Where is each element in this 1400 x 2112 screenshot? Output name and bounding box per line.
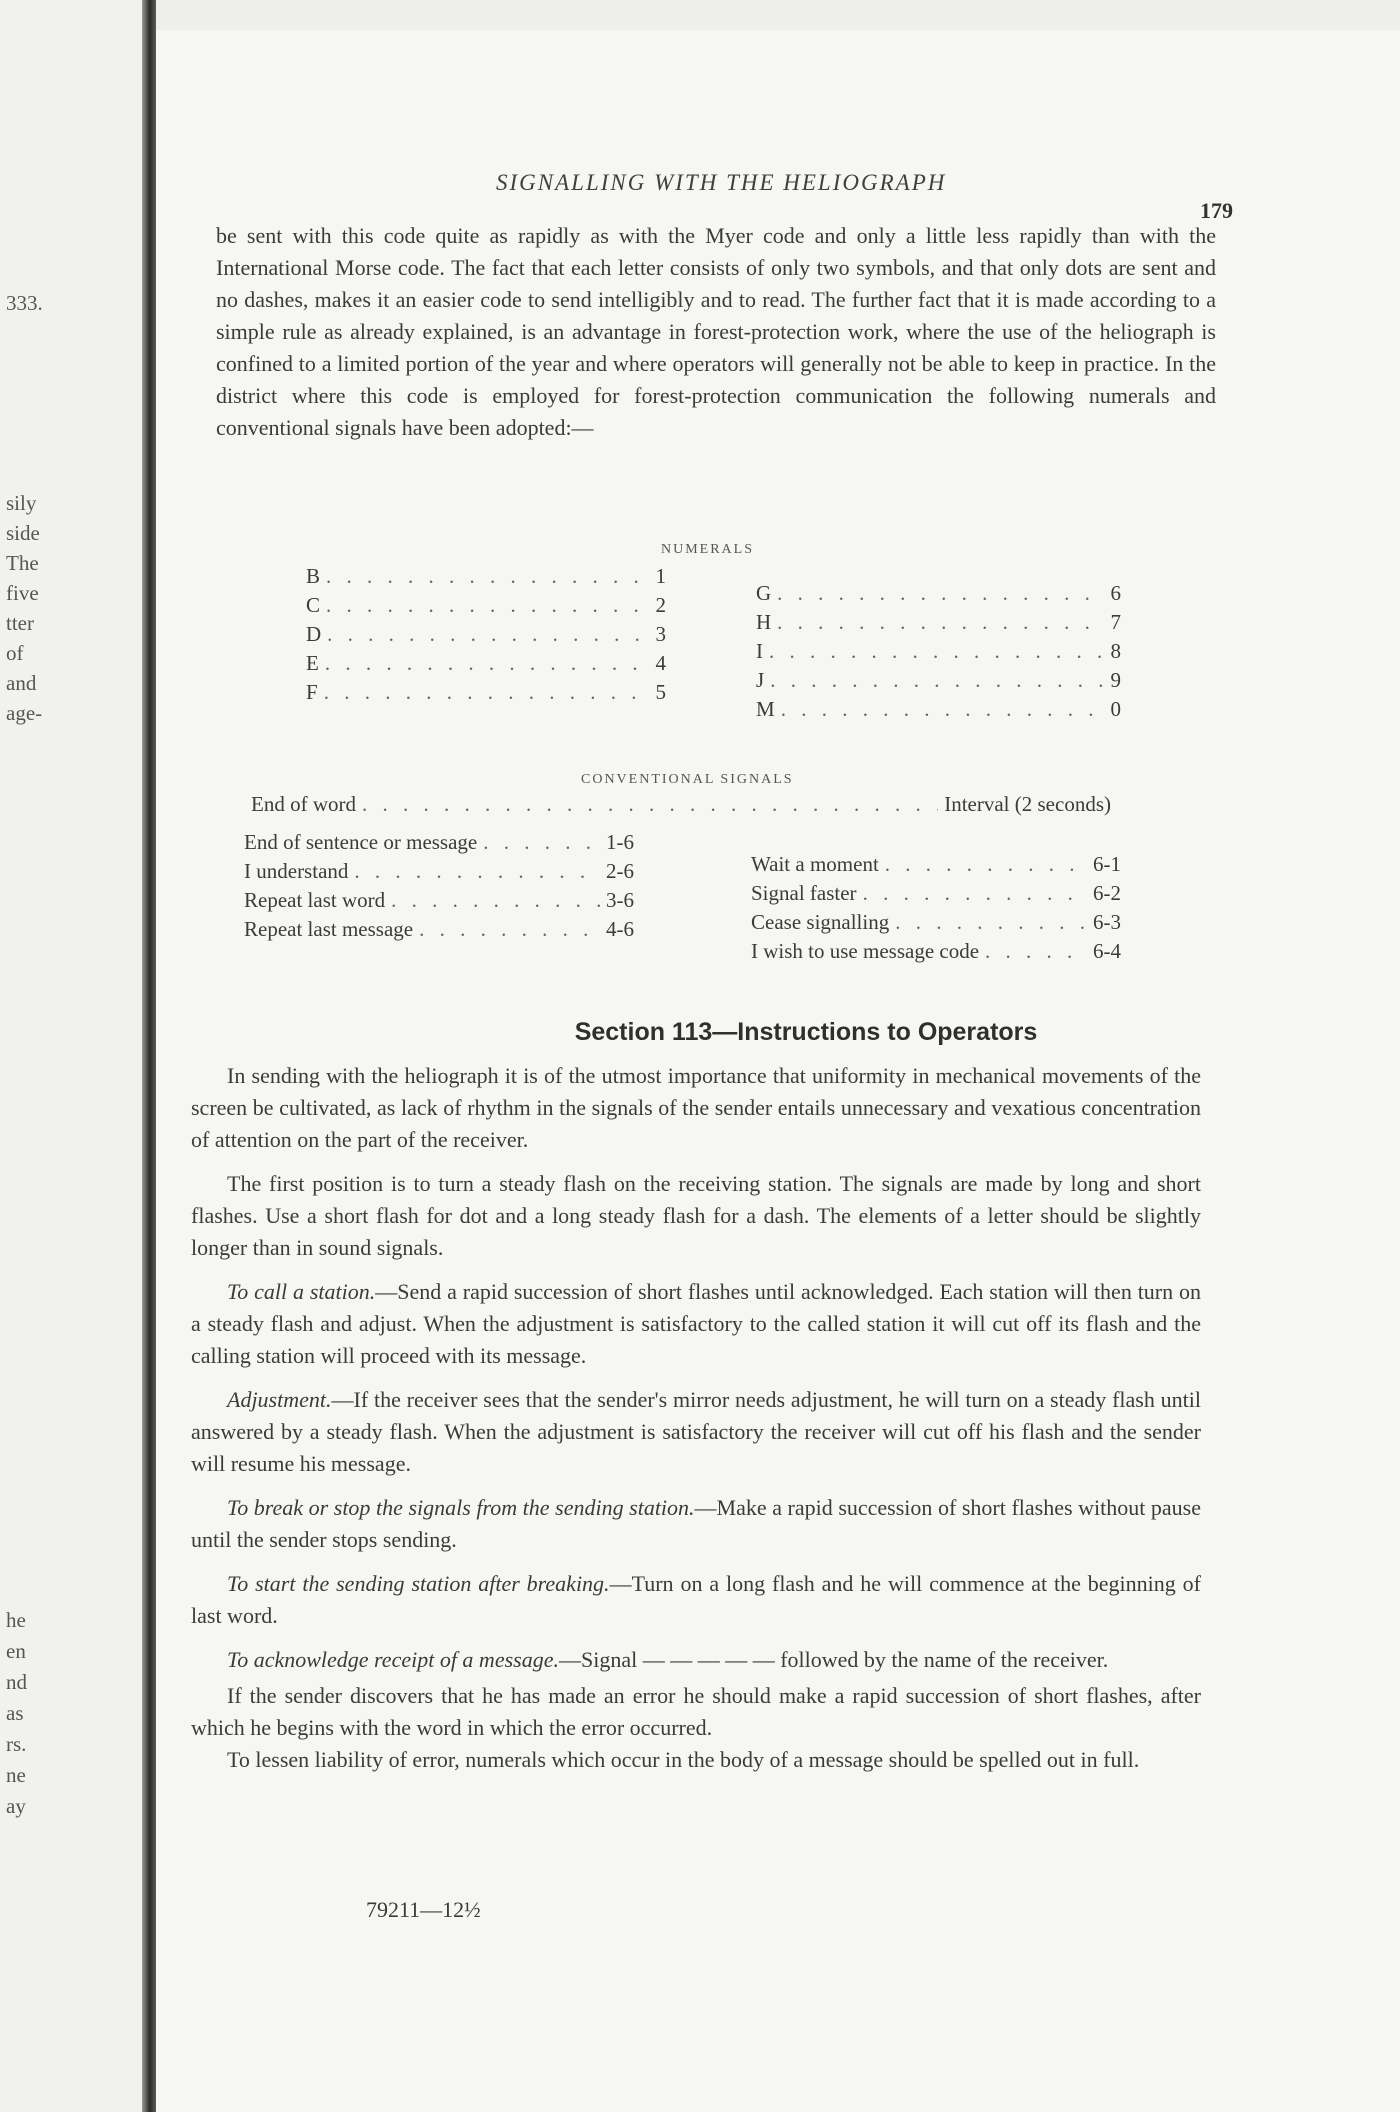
instruction-paragraph bbox=[191, 1644, 1201, 1676]
numeral-letter: F bbox=[306, 680, 318, 704]
facing-page bbox=[0, 0, 150, 2112]
signal-value: 4-6 bbox=[606, 917, 634, 941]
paragraph-text: —Turn on a long flash and he will commence at the beginning of last word. bbox=[191, 1571, 1201, 1628]
numeral-letter: M bbox=[756, 697, 775, 721]
numeral-row bbox=[756, 668, 1121, 697]
signal-row bbox=[751, 910, 1121, 939]
dot-leader bbox=[770, 668, 1104, 693]
signal-row bbox=[244, 888, 634, 917]
numeral-letter: E bbox=[306, 651, 319, 675]
numeral-letter: G bbox=[756, 581, 772, 605]
instruction-paragraph: To lessen liability of error, numerals which occur in the body of a message should be spelled out in full. bbox=[227, 1747, 1140, 1772]
numerals-heading: NUMERALS bbox=[661, 542, 755, 557]
dot-leader bbox=[324, 680, 650, 705]
numerals-table-left bbox=[306, 564, 666, 709]
paragraph-text: —Make a rapid succession of short flashes without pause until the sender stops sending. bbox=[191, 1495, 1201, 1552]
signal-label: Repeat last message bbox=[244, 917, 414, 941]
dot-leader bbox=[777, 581, 1104, 606]
paragraph-lead: To start the sending station after breaking. bbox=[227, 1571, 610, 1596]
dot-leader bbox=[985, 939, 1087, 964]
dot-leader bbox=[863, 881, 1087, 906]
end-of-word-row bbox=[251, 792, 1111, 821]
instruction-paragraph bbox=[191, 1276, 1201, 1372]
intro-paragraph bbox=[216, 220, 1216, 444]
facing-page-text: rs. bbox=[6, 1732, 27, 1756]
signal-row bbox=[251, 792, 1111, 821]
dot-leader bbox=[895, 910, 1087, 935]
signal-value: 3-6 bbox=[606, 888, 634, 912]
numeral-row bbox=[306, 593, 666, 622]
signal-label: I wish to use message code bbox=[751, 939, 980, 963]
signal-label: I understand bbox=[244, 859, 349, 883]
facing-page-text: he bbox=[6, 1608, 26, 1632]
instruction-paragraph bbox=[191, 1492, 1201, 1556]
facing-page-text: en bbox=[6, 1639, 26, 1663]
paragraph-lead: To break or stop the signals from the sending station. bbox=[227, 1495, 695, 1520]
numerals-table-right bbox=[756, 581, 1121, 726]
facing-page-text: tter bbox=[6, 611, 34, 635]
numeral-value: 3 bbox=[655, 622, 666, 646]
signals-table-right bbox=[751, 852, 1121, 968]
numeral-value: 4 bbox=[655, 651, 666, 675]
printer-signature: 79211—12½ bbox=[366, 1897, 481, 1922]
numeral-value: 7 bbox=[1110, 610, 1121, 634]
book-page bbox=[156, 30, 1400, 2112]
numeral-letter: I bbox=[756, 639, 763, 663]
numeral-row bbox=[756, 639, 1121, 668]
numeral-letter: C bbox=[306, 593, 321, 617]
facing-page-text: ay bbox=[6, 1794, 26, 1818]
facing-page-text: age- bbox=[6, 701, 43, 725]
signal-row bbox=[244, 859, 634, 888]
facing-page-text: as bbox=[6, 1701, 24, 1725]
signal-value: 6-4 bbox=[1093, 939, 1121, 963]
numeral-row bbox=[306, 680, 666, 709]
dot-leader bbox=[326, 564, 649, 589]
signal-label: End of sentence or message bbox=[244, 830, 478, 854]
signal-value: 6-3 bbox=[1093, 910, 1121, 934]
numeral-value: 2 bbox=[655, 593, 666, 617]
numeral-value: 5 bbox=[655, 680, 666, 704]
instruction-paragraph: In sending with the heliograph it is of the utmost importance that uniformity in mechanical movements of the screen be cultivated, as lack of rhythm in the signals of the sender entails unnecessary and vexatious concentration of attention on the part of the receiver. bbox=[191, 1063, 1201, 1152]
dot-leader bbox=[362, 792, 938, 817]
facing-page-text: nd bbox=[6, 1670, 27, 1694]
book-gutter bbox=[142, 0, 156, 2112]
paragraph-lead: To acknowledge receipt of a message. bbox=[227, 1647, 559, 1672]
dot-leader bbox=[885, 852, 1087, 877]
numeral-row bbox=[306, 651, 666, 680]
page-number: 179 bbox=[1200, 198, 1233, 223]
conventional-signals-heading: CONVENTIONAL SIGNALS bbox=[581, 772, 794, 787]
numeral-row bbox=[756, 581, 1121, 610]
facing-page-text: sily bbox=[6, 491, 37, 515]
numeral-letter: D bbox=[306, 622, 322, 646]
dot-leader bbox=[777, 610, 1104, 635]
dot-leader bbox=[354, 859, 600, 884]
signal-label: End of word bbox=[251, 792, 356, 816]
signal-label: Signal faster bbox=[751, 881, 857, 905]
instruction-paragraph: If the sender discovers that he has made an error he should make a rapid succession of short flashes, after which he begins with the word in which the error occurred. bbox=[191, 1683, 1201, 1740]
running-title: SIGNALLING WITH THE HELIOGRAPH bbox=[496, 170, 947, 195]
numeral-letter: H bbox=[756, 610, 772, 634]
dot-leader bbox=[325, 651, 650, 676]
dot-leader bbox=[781, 697, 1105, 722]
dot-leader bbox=[419, 917, 600, 942]
signal-label: Cease signalling bbox=[751, 910, 890, 934]
dot-leader bbox=[327, 622, 649, 647]
dot-leader bbox=[769, 639, 1105, 664]
signal-value: 6-1 bbox=[1093, 852, 1121, 876]
signal-value: 2-6 bbox=[606, 859, 634, 883]
signal-row bbox=[751, 852, 1121, 881]
facing-page-text: and bbox=[6, 671, 37, 695]
signal-row bbox=[751, 881, 1121, 910]
facing-page-text: 333. bbox=[6, 291, 43, 315]
facing-page-text: side bbox=[6, 521, 40, 545]
signal-label: Repeat last word bbox=[244, 888, 386, 912]
signal-row bbox=[751, 939, 1121, 968]
section-title: Section 113—Instructions to Operators bbox=[574, 1018, 1038, 1046]
paragraph-text: —If the receiver sees that the sender's mirror needs adjustment, he will turn on a steady flash until answered by a steady flash. When the adjustment is satisfactory the receiver will cut off his flash and the sender will resume his message. bbox=[191, 1387, 1201, 1476]
dot-leader bbox=[483, 830, 600, 855]
instructions-body bbox=[191, 1060, 1201, 1776]
numeral-value: 9 bbox=[1110, 668, 1121, 692]
numeral-value: 8 bbox=[1110, 639, 1121, 663]
numeral-letter: J bbox=[756, 668, 765, 692]
instruction-paragraph bbox=[191, 1568, 1201, 1632]
intro-text: be sent with this code quite as rapidly as with the Myer code and only a little less rapidly than with the International Morse code. The fact that each letter consists of only two symbols, and that only dots are sent and no dashes, makes it an easier code to send intelligibly and to read. The further fact that it is made according to a simple rule as already explained, is an advantage in forest-protection work, where the use of the heliograph is confined to a limited portion of the year and where operators will generally not be able to keep in practice. In the district where this code is employed for forest-protection communication the following numerals and conventional signals have been adopted:— bbox=[216, 223, 1216, 440]
numeral-value: 0 bbox=[1110, 697, 1121, 721]
dot-leader bbox=[326, 593, 649, 618]
facing-page-text: ne bbox=[6, 1763, 26, 1787]
signal-value: Interval (2 seconds) bbox=[944, 792, 1111, 816]
instruction-paragraph: The first position is to turn a steady flash on the receiving station. The signals are made by long and short flashes. Use a short flash for dot and a long steady flash for a dash. The elements of a letter should be slightly longer than in sound signals. bbox=[191, 1171, 1201, 1260]
dot-leader bbox=[391, 888, 600, 913]
numeral-value: 1 bbox=[655, 564, 666, 588]
paragraph-lead: To call a station. bbox=[227, 1279, 376, 1304]
signal-row bbox=[244, 830, 634, 859]
numeral-value: 6 bbox=[1110, 581, 1121, 605]
signal-row bbox=[244, 917, 634, 946]
numeral-row bbox=[306, 564, 666, 593]
instruction-paragraph bbox=[191, 1384, 1201, 1480]
paragraph-text: —Signal — — — — — followed by the name of the receiver. bbox=[558, 1647, 1109, 1672]
signal-label: Wait a moment bbox=[751, 852, 879, 876]
signal-value: 6-2 bbox=[1093, 881, 1121, 905]
paragraph-text: —Send a rapid succession of short flashes until acknowledged. Each station will then turn on a steady flash and adjust. When the adjustment is satisfactory to the called station it will cut off its flash and the calling station will proceed with its message. bbox=[191, 1279, 1202, 1368]
signals-table-left bbox=[244, 830, 634, 946]
numeral-row bbox=[756, 610, 1121, 639]
numeral-letter: B bbox=[306, 564, 321, 588]
paragraph-lead: Adjustment. bbox=[227, 1387, 332, 1412]
signal-value: 1-6 bbox=[606, 830, 634, 854]
numeral-row bbox=[306, 622, 666, 651]
numeral-row bbox=[756, 697, 1121, 726]
facing-page-text: of bbox=[6, 641, 24, 665]
facing-page-text: five bbox=[6, 581, 39, 605]
facing-page-text: The bbox=[6, 551, 39, 575]
